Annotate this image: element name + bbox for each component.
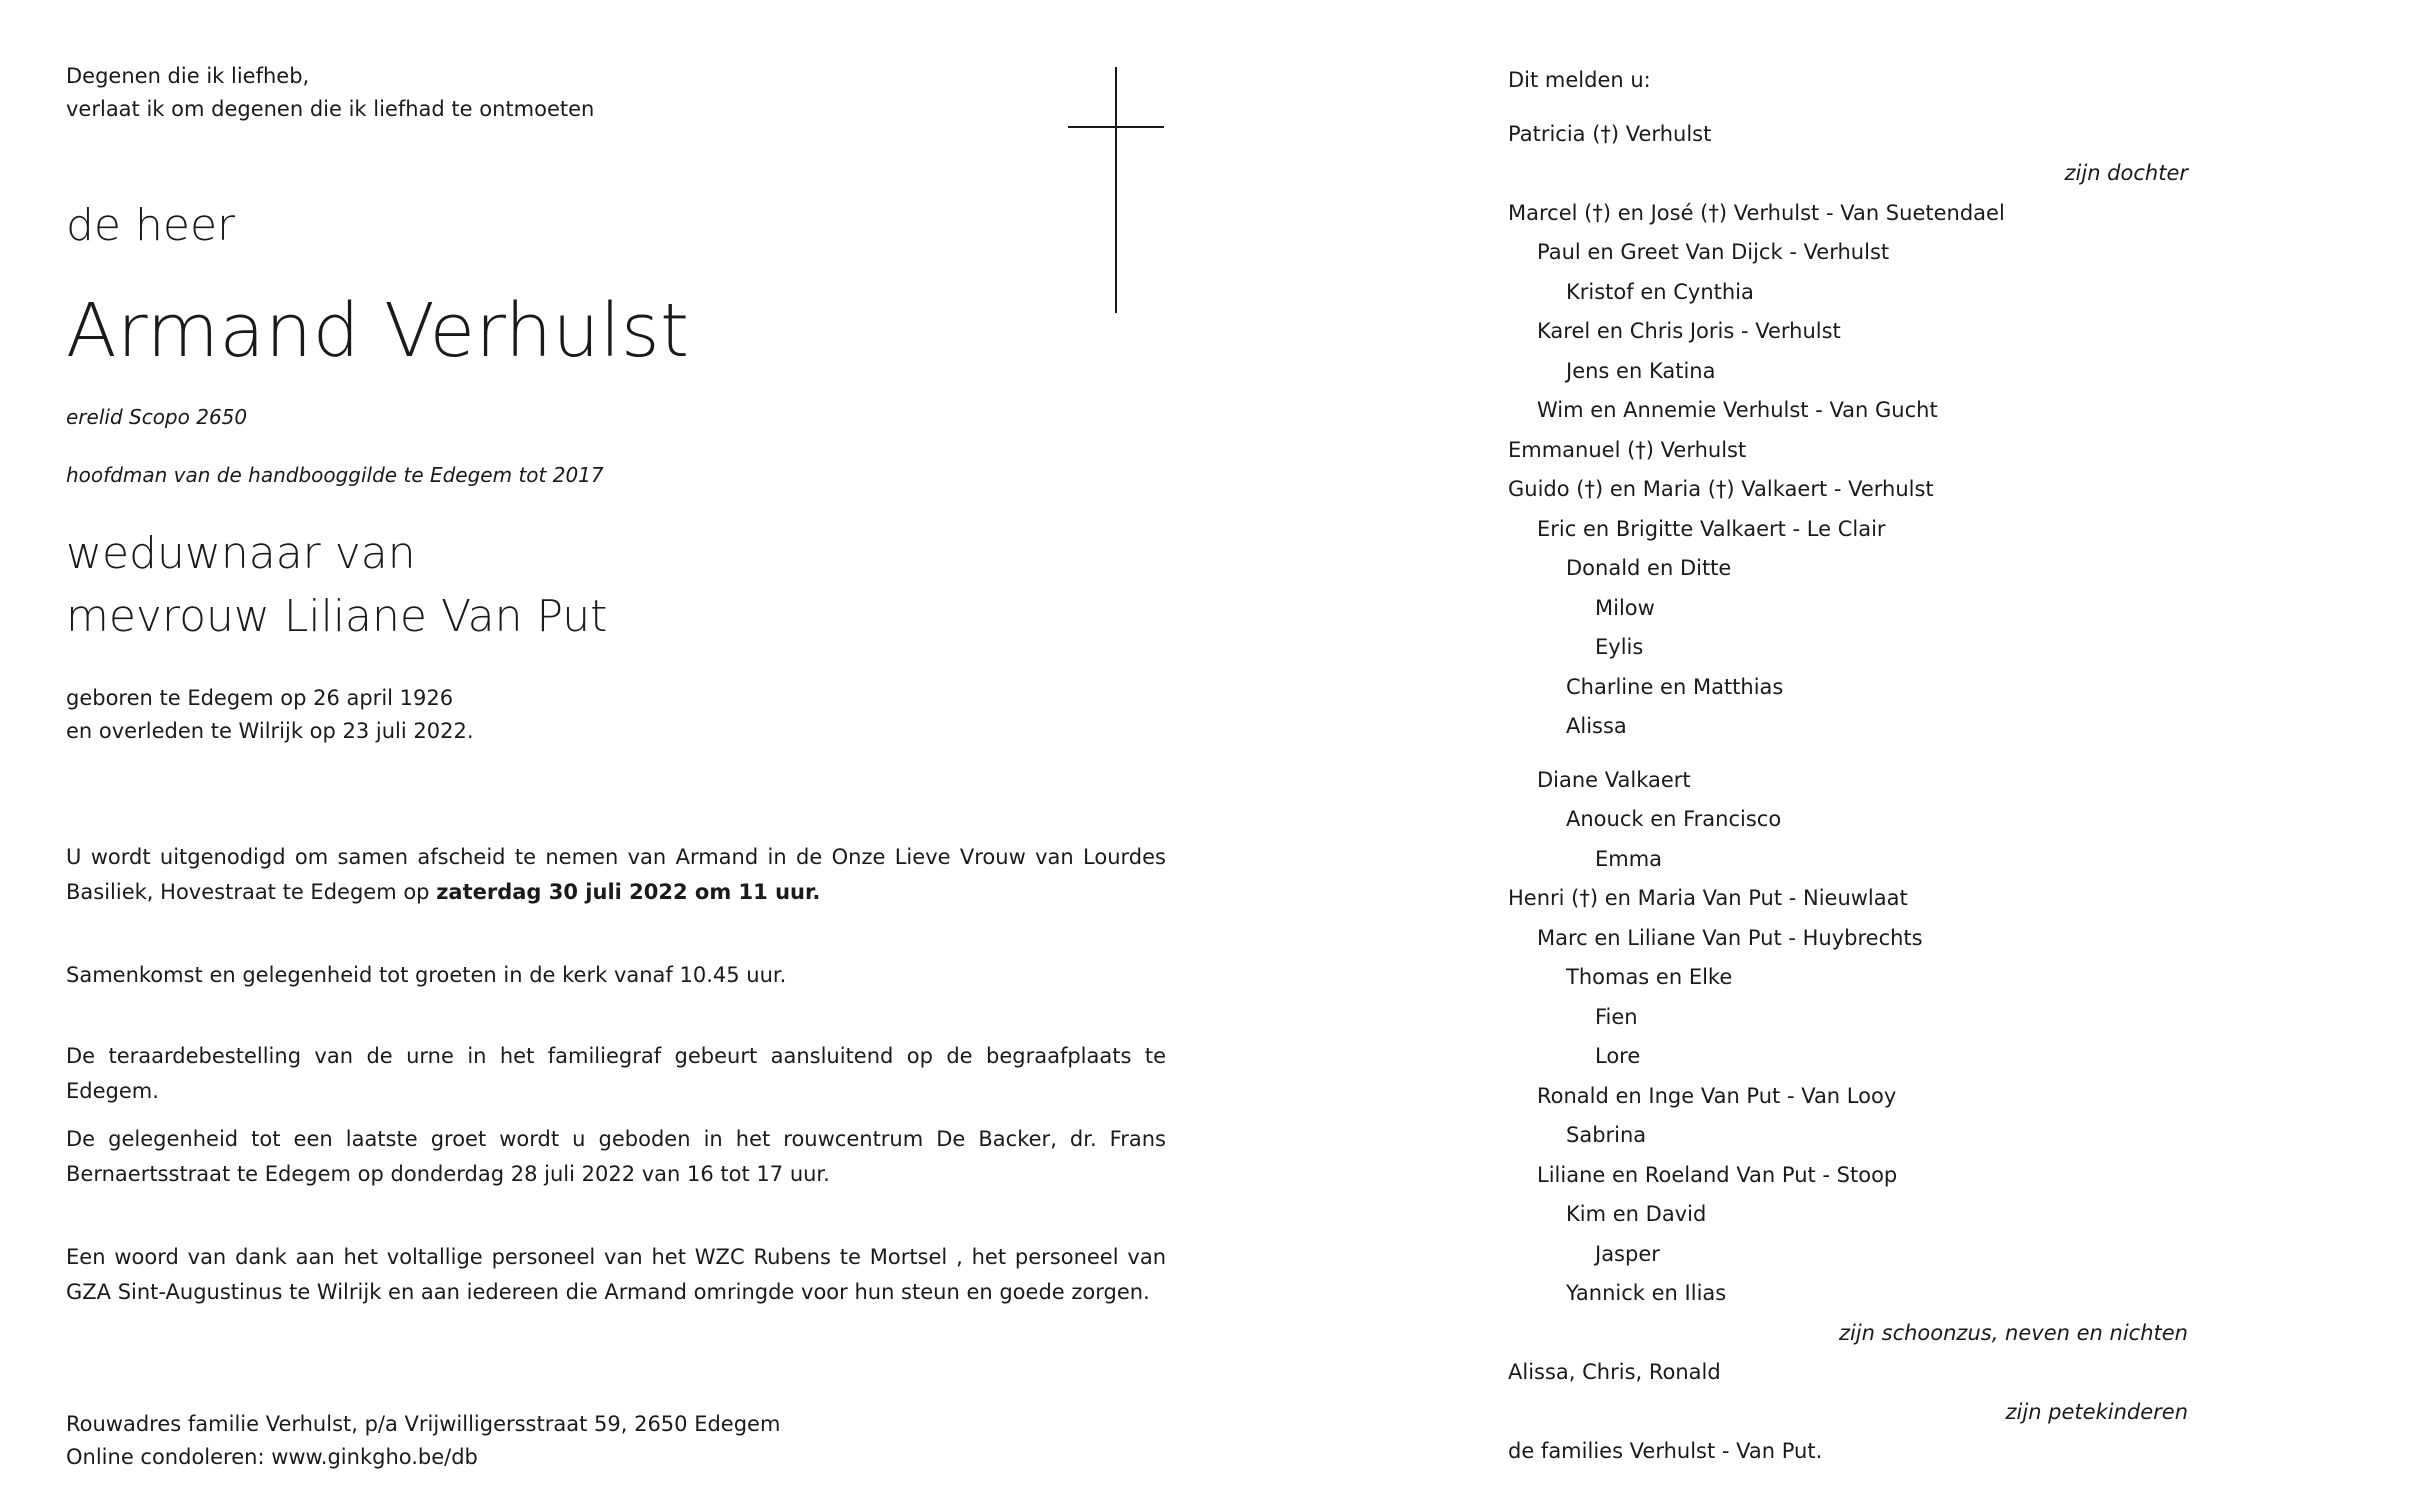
motto (66, 60, 1166, 126)
widow-line-2: mevrouw Liliane Van Put (66, 591, 608, 642)
widow-of (66, 522, 607, 648)
family-line: Alissa (1566, 714, 1627, 738)
family-line: de families Verhulst - Van Put. (1508, 1439, 1823, 1463)
relation-label: zijn schoonzus, neven en nichten (1838, 1321, 2188, 1345)
family-line: Guido (†) en Maria (†) Valkaert - Verhulst (1508, 477, 1934, 501)
viewing-paragraph: De gelegenheid tot een laatste groet wordt u geboden in het rouwcentrum De Backer, dr. Frans Bernaertsstraat te Edegem op donderdag 28 juli 2022 van 16 tot 17 uur. (66, 1127, 1166, 1186)
family-line: Eric en Brigitte Valkaert - Le Clair (1537, 517, 1886, 541)
born-text: geboren te Edegem op 26 april 1926 (66, 686, 454, 710)
cross-vertical-bar (1115, 67, 1117, 313)
family-line: Jens en Katina (1566, 359, 1716, 383)
family-line: Marcel (†) en José (†) Verhulst - Van Suetendael (1508, 201, 2005, 225)
relation-label: zijn dochter (2064, 161, 2188, 185)
family-line: Liliane en Roeland Van Put - Stoop (1537, 1163, 1898, 1187)
motto-line-2: verlaat ik om degenen die ik liefhad te ontmoeten (66, 97, 595, 121)
family-line: Fien (1595, 1005, 1638, 1029)
family-line: Yannick en Ilias (1566, 1281, 1727, 1305)
family-line: Karel en Chris Joris - Verhulst (1537, 319, 1841, 343)
cross-horizontal-bar (1068, 126, 1164, 128)
family-line: Charline en Matthias (1566, 675, 1784, 699)
family-line: Emmanuel (†) Verhulst (1508, 438, 1747, 462)
role-scopo: erelid Scopo 2650 (66, 405, 248, 429)
birth-death-dates (66, 682, 474, 748)
family-line: Henri (†) en Maria Van Put - Nieuwlaat (1508, 886, 1908, 910)
family-line: Diane Valkaert (1537, 768, 1691, 792)
salutation: de heer (66, 200, 236, 251)
mourning-address: Rouwadres familie Verhulst, p/a Vrijwilligersstraat 59, 2650 Edegem (66, 1412, 781, 1436)
family-line: Patricia (†) Verhulst (1508, 122, 1712, 146)
family-line: Alissa, Chris, Ronald (1508, 1360, 1721, 1384)
gathering-paragraph: Samenkomst en gelegenheid tot groeten in de kerk vanaf 10.45 uur. (66, 963, 787, 987)
contact-footer (66, 1408, 780, 1474)
invitation-date: zaterdag 30 juli 2022 om 11 uur. (436, 880, 821, 904)
invitation-paragraph (66, 840, 1166, 910)
died-text: en overleden te Wilrijk op 23 juli 2022. (66, 719, 474, 743)
family-line: Donald en Ditte (1566, 556, 1732, 580)
motto-line-1: Degenen die ik liefheb, (66, 64, 310, 88)
family-line: Jasper (1595, 1242, 1660, 1266)
deceased-name: Armand Verhulst (66, 288, 690, 374)
family-line: Lore (1595, 1044, 1641, 1068)
family-line: Paul en Greet Van Dijck - Verhulst (1537, 240, 1890, 264)
family-line: Kristof en Cynthia (1566, 280, 1754, 304)
family-line: Thomas en Elke (1566, 965, 1733, 989)
family-line: Kim en David (1566, 1202, 1707, 1226)
thanks-paragraph: Een woord van dank aan het voltallige personeel van het WZC Rubens te Mortsel , het personeel van GZA Sint-Augustinus te Wilrijk en aan iedereen die Armand omringde voor hun steun en goede zorgen. (66, 1245, 1166, 1304)
announcement-intro: Dit melden u: (1508, 68, 1651, 92)
invitation-text: U wordt uitgenodigd om samen afscheid te nemen van Armand in de Onze Lieve Vrouw van Lourdes Basiliek, Hovestraat te Edegem op (66, 845, 1166, 904)
family-line: Milow (1595, 596, 1655, 620)
widow-line-1: weduwnaar van (66, 528, 416, 579)
left-column (66, 60, 1166, 1469)
role-handbooggilde: hoofdman van de handbooggilde te Edegem tot 2017 (66, 463, 604, 487)
family-line: Wim en Annemie Verhulst - Van Gucht (1537, 398, 1938, 422)
burial-paragraph: De teraardebestelling van de urne in het familiegraf gebeurt aansluitend op de begraafplaats te Edegem. (66, 1044, 1166, 1103)
family-line: Sabrina (1566, 1123, 1647, 1147)
relation-label: zijn petekinderen (2005, 1400, 2188, 1424)
online-condolence: Online condoleren: www.ginkgho.be/db (66, 1445, 478, 1469)
family-line: Anouck en Francisco (1566, 807, 1782, 831)
family-line: Marc en Liliane Van Put - Huybrechts (1537, 926, 1923, 950)
family-line: Eylis (1595, 635, 1644, 659)
family-line: Emma (1595, 847, 1663, 871)
family-line: Ronald en Inge Van Put - Van Looy (1537, 1084, 1897, 1108)
